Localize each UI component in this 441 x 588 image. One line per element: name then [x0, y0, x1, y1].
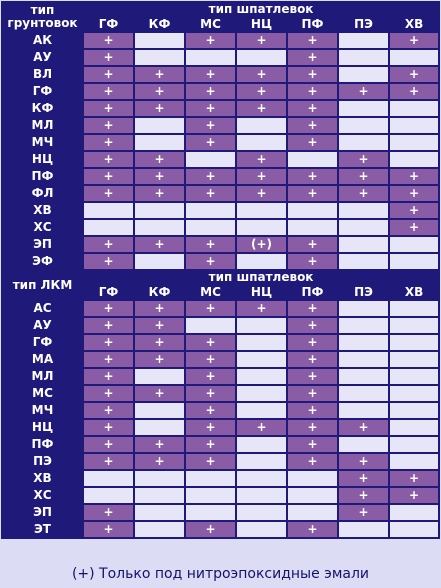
- compat-cell: +: [185, 453, 236, 470]
- compat-cell: +: [338, 185, 389, 202]
- table-row: [2, 117, 439, 134]
- compat-cell: +: [287, 32, 338, 49]
- table-row: [2, 100, 439, 117]
- table-row: [2, 202, 439, 219]
- compat-cell: +: [83, 368, 134, 385]
- compat-cell: [134, 470, 185, 487]
- compat-cell: +: [134, 334, 185, 351]
- row-label: ЭФ: [2, 253, 83, 270]
- table-row: [2, 185, 439, 202]
- section2-column-header: ХВ: [389, 285, 439, 300]
- compat-cell: [236, 453, 287, 470]
- compat-cell: +: [236, 151, 287, 168]
- section1-column-header: ХВ: [389, 17, 439, 32]
- compat-cell: [338, 317, 389, 334]
- compat-cell: [185, 504, 236, 521]
- compat-cell: +: [287, 419, 338, 436]
- compat-cell: +: [185, 66, 236, 83]
- compat-cell: [287, 504, 338, 521]
- section1-column-header: НЦ: [236, 17, 287, 32]
- compat-cell: [134, 202, 185, 219]
- compat-cell: +: [287, 236, 338, 253]
- compat-cell: +: [236, 168, 287, 185]
- compat-cell: [338, 202, 389, 219]
- section1-column-header: ГФ: [83, 17, 134, 32]
- table-row: [2, 236, 439, 253]
- compat-cell: [134, 402, 185, 419]
- row-label: ВЛ: [2, 66, 83, 83]
- section1-span-title: тип шпатлевок: [83, 2, 439, 17]
- compat-cell: [83, 470, 134, 487]
- row-label: НЦ: [2, 419, 83, 436]
- compat-cell: [236, 470, 287, 487]
- compat-cell: +: [236, 419, 287, 436]
- row-label: ФЛ: [2, 185, 83, 202]
- compat-cell: +: [236, 66, 287, 83]
- compat-cell: +: [83, 385, 134, 402]
- compat-cell: +: [236, 300, 287, 317]
- compat-cell: +: [287, 49, 338, 66]
- row-label: МА: [2, 351, 83, 368]
- table-row: [2, 134, 439, 151]
- compat-cell: +: [389, 202, 439, 219]
- compat-cell: [389, 402, 439, 419]
- compat-cell: +: [389, 487, 439, 504]
- row-label: ХС: [2, 487, 83, 504]
- compat-cell: [185, 49, 236, 66]
- compat-cell: [338, 334, 389, 351]
- compat-cell: [287, 151, 338, 168]
- section1-corner-header: [2, 2, 83, 32]
- compat-cell: +: [185, 351, 236, 368]
- compat-cell: +: [83, 185, 134, 202]
- compat-cell: [338, 32, 389, 49]
- compat-cell: [338, 402, 389, 419]
- compat-cell: [236, 368, 287, 385]
- compat-cell: +: [134, 300, 185, 317]
- table-row: [2, 334, 439, 351]
- compat-cell: [389, 236, 439, 253]
- compat-cell: +: [338, 470, 389, 487]
- table-row: [2, 521, 439, 538]
- compat-cell: [83, 487, 134, 504]
- section2-column-header: НЦ: [236, 285, 287, 300]
- compat-cell: +: [134, 436, 185, 453]
- compat-cell: [338, 236, 389, 253]
- compat-cell: [134, 49, 185, 66]
- compat-cell: [236, 134, 287, 151]
- compat-cell: +: [185, 117, 236, 134]
- compat-cell: [134, 253, 185, 270]
- corner-line1: тип: [30, 3, 55, 17]
- compat-cell: [389, 419, 439, 436]
- compat-cell: +: [83, 402, 134, 419]
- compat-cell: +: [134, 151, 185, 168]
- compat-cell: [83, 219, 134, 236]
- compat-cell: +: [83, 32, 134, 49]
- compat-cell: [389, 151, 439, 168]
- compat-cell: [236, 351, 287, 368]
- compat-cell: [134, 134, 185, 151]
- compat-cell: +: [389, 185, 439, 202]
- compat-cell: [185, 151, 236, 168]
- section2-span-title: тип шпатлевок: [83, 270, 439, 285]
- compat-cell: +: [338, 168, 389, 185]
- row-label: МС: [2, 385, 83, 402]
- section2-column-header: ПЭ: [338, 285, 389, 300]
- compat-cell: [236, 219, 287, 236]
- compat-cell: [287, 487, 338, 504]
- compat-cell: [389, 504, 439, 521]
- compat-cell: +: [338, 151, 389, 168]
- compat-cell: +: [134, 83, 185, 100]
- compat-cell: [338, 117, 389, 134]
- compat-cell: +: [83, 521, 134, 538]
- compat-cell: [389, 49, 439, 66]
- compat-cell: +: [83, 236, 134, 253]
- compat-cell: [236, 402, 287, 419]
- compat-cell: +: [185, 300, 236, 317]
- compat-cell: +: [287, 402, 338, 419]
- compat-cell: [185, 470, 236, 487]
- compat-cell: +: [83, 351, 134, 368]
- table-row: [2, 487, 439, 504]
- compat-cell: +: [83, 300, 134, 317]
- compat-cell: +: [338, 453, 389, 470]
- compat-cell: +: [83, 117, 134, 134]
- section2-column-header: МС: [185, 285, 236, 300]
- compat-cell: [338, 219, 389, 236]
- compat-cell: [389, 385, 439, 402]
- compat-cell: +: [287, 351, 338, 368]
- compat-cell: +: [185, 100, 236, 117]
- row-label: ПФ: [2, 168, 83, 185]
- compat-cell: +: [287, 253, 338, 270]
- compat-cell: +: [185, 134, 236, 151]
- compat-cell: +: [389, 66, 439, 83]
- compat-cell: +: [389, 219, 439, 236]
- table-row: [2, 168, 439, 185]
- compat-cell: +: [389, 32, 439, 49]
- compat-cell: [134, 487, 185, 504]
- compat-cell: [236, 202, 287, 219]
- compat-cell: +: [287, 185, 338, 202]
- compat-cell: [338, 66, 389, 83]
- compat-cell: +: [83, 168, 134, 185]
- compat-cell: +: [185, 253, 236, 270]
- compat-cell: +: [389, 83, 439, 100]
- compat-cell: [389, 334, 439, 351]
- compat-cell: +: [134, 236, 185, 253]
- compat-cell: +: [287, 521, 338, 538]
- compat-cell: +: [83, 453, 134, 470]
- compat-cell: +: [236, 32, 287, 49]
- compat-cell: +: [185, 385, 236, 402]
- compat-cell: +: [287, 134, 338, 151]
- compat-cell: +: [83, 419, 134, 436]
- compat-cell: +: [83, 151, 134, 168]
- compat-cell: [134, 219, 185, 236]
- row-label: НЦ: [2, 151, 83, 168]
- compat-cell: [389, 368, 439, 385]
- row-label: АУ: [2, 317, 83, 334]
- table-row: [2, 300, 439, 317]
- compat-cell: +: [287, 385, 338, 402]
- compat-cell: +: [134, 168, 185, 185]
- row-label: ГФ: [2, 83, 83, 100]
- compat-cell: +: [134, 385, 185, 402]
- compat-cell: +: [185, 521, 236, 538]
- compat-cell: [236, 49, 287, 66]
- table-row: [2, 402, 439, 419]
- compat-cell: [134, 32, 185, 49]
- compat-cell: +: [185, 32, 236, 49]
- table-row: [2, 351, 439, 368]
- compat-cell: +: [185, 436, 236, 453]
- compat-cell: +: [185, 236, 236, 253]
- compat-cell: +: [338, 83, 389, 100]
- compat-cell: +: [185, 402, 236, 419]
- row-label: ХС: [2, 219, 83, 236]
- table-row: [2, 83, 439, 100]
- compat-cell: [287, 470, 338, 487]
- compat-cell: [389, 117, 439, 134]
- compat-cell: +: [83, 83, 134, 100]
- compat-cell: +: [134, 317, 185, 334]
- compat-cell: +: [287, 317, 338, 334]
- compat-cell: +: [134, 185, 185, 202]
- compat-cell: [134, 504, 185, 521]
- compat-cell: [338, 253, 389, 270]
- table-row: [2, 49, 439, 66]
- table-row: [2, 151, 439, 168]
- compat-cell: [134, 117, 185, 134]
- table-row: [2, 317, 439, 334]
- compat-cell: +: [287, 168, 338, 185]
- compat-cell: [389, 436, 439, 453]
- compat-cell: [389, 521, 439, 538]
- compat-cell: +: [287, 100, 338, 117]
- compat-cell: [338, 385, 389, 402]
- compat-cell: [185, 487, 236, 504]
- compat-cell: [389, 253, 439, 270]
- compat-cell: +: [338, 419, 389, 436]
- row-label: АС: [2, 300, 83, 317]
- table-row: [2, 453, 439, 470]
- compat-cell: [338, 100, 389, 117]
- row-label: ЭП: [2, 504, 83, 521]
- compat-cell: +: [83, 334, 134, 351]
- compat-cell: [389, 351, 439, 368]
- compat-cell: [236, 317, 287, 334]
- compat-cell: [236, 436, 287, 453]
- compat-cell: [236, 334, 287, 351]
- row-label: ЭП: [2, 236, 83, 253]
- footnote: (+) Только под нитроэпоксидные эмали: [71, 566, 370, 582]
- table-row: [2, 368, 439, 385]
- compat-cell: [236, 385, 287, 402]
- row-label: АУ: [2, 49, 83, 66]
- compat-cell: +: [134, 66, 185, 83]
- table-row: [2, 470, 439, 487]
- section1-column-header: МС: [185, 17, 236, 32]
- compat-cell: +: [338, 487, 389, 504]
- compat-cell: [236, 253, 287, 270]
- section2-column-header: ПФ: [287, 285, 338, 300]
- compat-cell: +: [185, 368, 236, 385]
- compat-cell: [389, 317, 439, 334]
- compat-cell: +: [389, 168, 439, 185]
- compat-cell: +: [83, 253, 134, 270]
- compat-cell: +: [185, 185, 236, 202]
- compat-cell: +: [287, 334, 338, 351]
- table-row: [2, 504, 439, 521]
- compat-cell: [287, 219, 338, 236]
- compat-cell: +: [236, 100, 287, 117]
- compat-cell: +: [287, 66, 338, 83]
- compat-cell: +: [236, 185, 287, 202]
- compat-cell: [83, 202, 134, 219]
- compat-cell: [236, 521, 287, 538]
- table-row: [2, 253, 439, 270]
- compat-cell: +: [287, 436, 338, 453]
- section2-column-header: ГФ: [83, 285, 134, 300]
- compat-cell: +: [83, 317, 134, 334]
- compat-cell: (+): [236, 236, 287, 253]
- compat-cell: [134, 368, 185, 385]
- row-label: ПЭ: [2, 453, 83, 470]
- compat-cell: +: [83, 49, 134, 66]
- section2-column-header: КФ: [134, 285, 185, 300]
- compat-cell: [389, 100, 439, 117]
- corner-line2: грунтовок: [7, 16, 78, 30]
- section1-column-header: КФ: [134, 17, 185, 32]
- row-label: МЛ: [2, 368, 83, 385]
- compat-cell: +: [389, 470, 439, 487]
- row-label: КФ: [2, 100, 83, 117]
- compat-cell: [287, 202, 338, 219]
- section2-corner-header: тип ЛКМ: [2, 270, 83, 300]
- compat-cell: +: [83, 66, 134, 83]
- compat-cell: [236, 487, 287, 504]
- compat-cell: [338, 351, 389, 368]
- compat-cell: [338, 49, 389, 66]
- row-label: МЧ: [2, 134, 83, 151]
- compat-cell: +: [287, 83, 338, 100]
- row-label: ЭТ: [2, 521, 83, 538]
- compat-cell: +: [185, 419, 236, 436]
- compat-cell: +: [185, 334, 236, 351]
- compat-cell: +: [83, 100, 134, 117]
- compat-cell: +: [236, 83, 287, 100]
- compat-cell: [134, 419, 185, 436]
- row-label: ХВ: [2, 470, 83, 487]
- row-label: ГФ: [2, 334, 83, 351]
- table-row: [2, 436, 439, 453]
- compat-cell: +: [287, 453, 338, 470]
- row-label: МЧ: [2, 402, 83, 419]
- section1-column-header: ПФ: [287, 17, 338, 32]
- compat-cell: +: [83, 134, 134, 151]
- table-row: [2, 419, 439, 436]
- compat-cell: [338, 436, 389, 453]
- compat-cell: [134, 521, 185, 538]
- row-label: МЛ: [2, 117, 83, 134]
- compat-cell: +: [185, 83, 236, 100]
- compat-cell: +: [134, 351, 185, 368]
- row-label: АК: [2, 32, 83, 49]
- compat-cell: [338, 521, 389, 538]
- compat-cell: +: [134, 453, 185, 470]
- table-row: [2, 385, 439, 402]
- compat-cell: +: [134, 100, 185, 117]
- compatibility-table: [1, 1, 440, 539]
- compat-cell: [338, 300, 389, 317]
- compat-cell: +: [185, 168, 236, 185]
- compat-cell: [389, 300, 439, 317]
- compat-cell: [338, 368, 389, 385]
- table-row: [2, 219, 439, 236]
- compat-cell: +: [83, 504, 134, 521]
- table-row: [2, 66, 439, 83]
- compat-cell: [185, 219, 236, 236]
- compat-cell: +: [287, 117, 338, 134]
- compat-cell: +: [287, 300, 338, 317]
- compat-cell: [185, 202, 236, 219]
- row-label: ПФ: [2, 436, 83, 453]
- compat-cell: +: [83, 436, 134, 453]
- compat-cell: [185, 317, 236, 334]
- section1-column-header: ПЭ: [338, 17, 389, 32]
- compat-cell: [389, 134, 439, 151]
- compat-cell: +: [287, 368, 338, 385]
- compat-cell: [389, 453, 439, 470]
- table-row: [2, 32, 439, 49]
- compat-cell: [338, 134, 389, 151]
- compat-cell: +: [338, 504, 389, 521]
- row-label: ХВ: [2, 202, 83, 219]
- compat-cell: [236, 504, 287, 521]
- compat-cell: [236, 117, 287, 134]
